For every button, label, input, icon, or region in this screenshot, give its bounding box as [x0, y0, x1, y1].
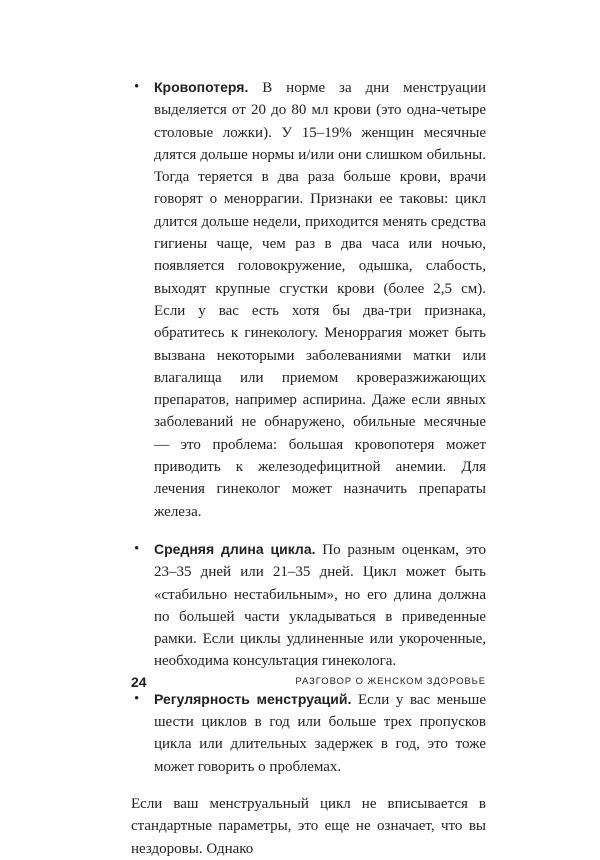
- bullet-icon: •: [134, 540, 140, 557]
- bullet-item-blood-loss: [131, 76, 486, 523]
- page-footer: [131, 674, 486, 694]
- bullet-term: Регулярность менструаций.: [154, 690, 352, 707]
- body-paragraph: Если ваш менструальный цикл не вписывается в стандартные параметры, это еще не означает, что вы нездоровы. Однако: [131, 795, 486, 857]
- bullet-item-regularity: [131, 688, 486, 778]
- bullet-icon: •: [134, 79, 140, 95]
- bullet-icon: •: [134, 690, 140, 707]
- bullet-text: По разным оценкам, это 23–35 дней или 21–35 дней. Цикл может быть «стабильно нестабильным», но его длина должна по большей части укладываться в приведенные рамки. Если циклы удлиненные или укороченные, необходима консультация гинеколога.: [154, 541, 487, 670]
- bullet-item-cycle-length: [131, 538, 486, 673]
- bullet-text: Если у вас меньше шести циклов в год или больше трех пропусков цикла или длительных задержек в год, это тоже может говорить о проблемах.: [154, 691, 487, 775]
- page-number: 24: [131, 674, 147, 690]
- bullet-list: [131, 76, 486, 778]
- running-title: РАЗГОВОР О ЖЕНСКОМ ЗДОРОВЬЕ: [295, 676, 486, 687]
- page-body: [131, 76, 486, 860]
- bullet-term: Кровопотеря.: [154, 79, 249, 95]
- bullet-text: В норме за дни менструации выделяется от 20 до 80 мл крови (это одна-четыре столовые ложки). У 15–19% женщин месячные длятся дольше нормы и/или они слишком обильны. Тогда теряется в два раза больше крови, врачи говорят о меноррагии. Признаки ее таковы: цикл длится дольше недели, приходится менять средства гигиены чаще, чем раз в два часа или ночью, появляется головокружение, одышка, слабость, выходят крупные сгустки крови (более 2,5 см). Если у вас есть хотя бы два-три признака, обратитесь к гинекологу. Меноррагия может быть вызвана некоторыми заболеваниями матки или влагалища или приемом кроверазжижающих препаратов, например аспирина. Даже если явных заболеваний не обнаружено, обильные месячные — это проблема: большая кровопотеря может приводить к железодефицитной анемии. Для лечения гинеколог может назначить препараты железа.: [154, 80, 486, 520]
- bullet-term: Средняя длина цикла.: [154, 540, 316, 557]
